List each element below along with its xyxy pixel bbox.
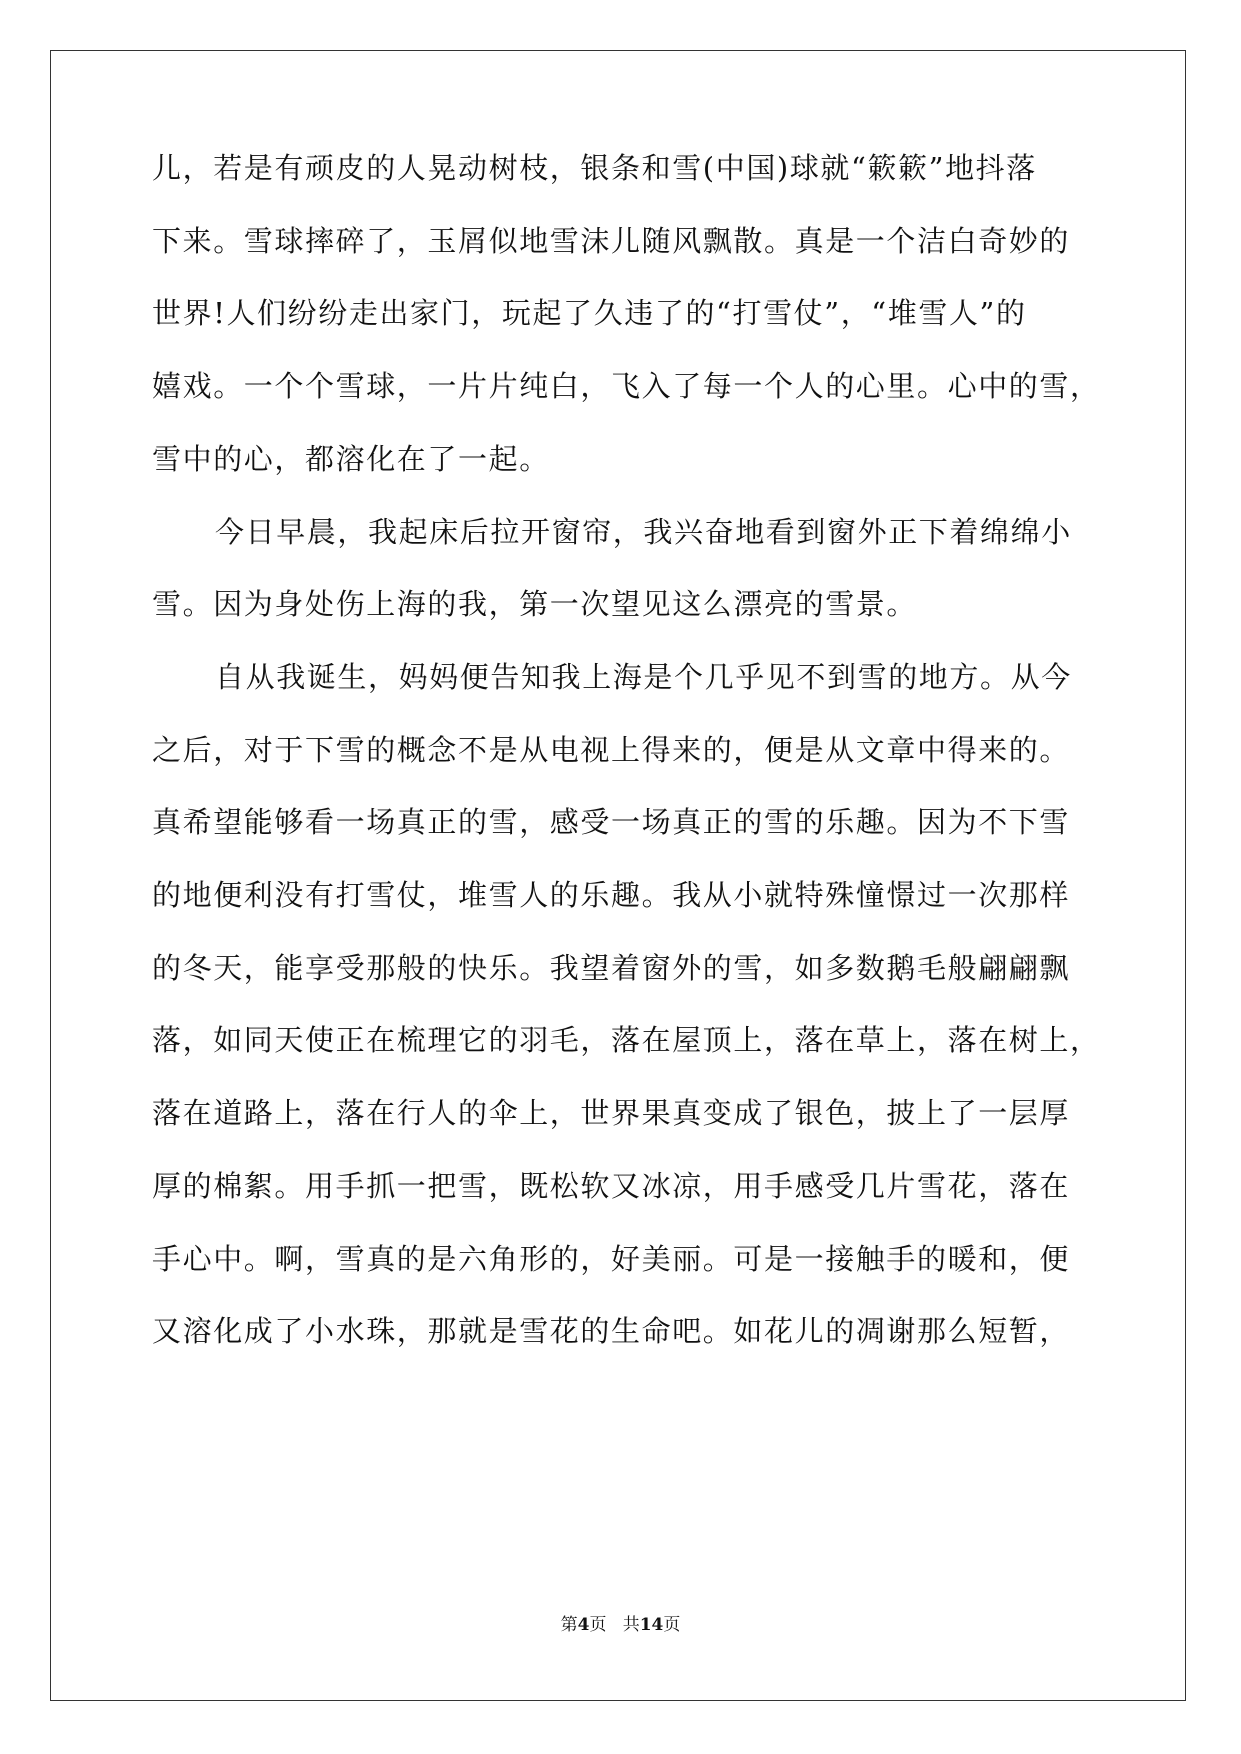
total-pages-number: 14 <box>639 1615 664 1635</box>
footer-prefix: 第 <box>560 1615 578 1635</box>
text-line: 又溶化成了小水珠，那就是雪花的生命吧。如花儿的凋谢那么短暂， <box>152 1314 1071 1349</box>
text-line: 世界!人们纷纷走出家门，玩起了久违了的“打雪仗”，“堆雪人”的 <box>152 296 1027 331</box>
footer-total-suffix: 页 <box>663 1615 681 1635</box>
text-line: 的冬天，能享受那般的快乐。我望着窗外的雪，如多数鹅毛般翩翩飘 <box>152 950 1071 985</box>
text-line: 落在道路上，落在行人的伞上，世界果真变成了银色，披上了一层厚 <box>152 1096 1071 1131</box>
footer-page-suffix: 页 <box>589 1615 607 1635</box>
text-line: 下来。雪球摔碎了，玉屑似地雪沫儿随风飘散。真是一个洁白奇妙的 <box>152 223 1071 258</box>
text-line: 自从我诞生，妈妈便告知我上海是个几乎见不到雪的地方。从今 <box>215 659 1072 694</box>
text-line: 真希望能够看一场真正的雪，感受一场真正的雪的乐趣。因为不下雪 <box>152 805 1071 840</box>
text-line: 厚的棉絮。用手抓一把雪，既松软又冰凉，用手感受几片雪花，落在 <box>152 1168 1071 1203</box>
footer-total-prefix: 共 <box>622 1615 640 1635</box>
text-line: 儿，若是有顽皮的人晃动树枝，银条和雪(中国)球就“簌簌”地抖落 <box>152 151 1037 185</box>
text-line: 之后，对于下雪的概念不是从电视上得来的，便是从文章中得来的。 <box>152 732 1071 767</box>
text-line: 雪中的心，都溶化在了一起。 <box>152 441 550 476</box>
page-footer <box>0 1614 1241 1636</box>
text-line: 的地便利没有打雪仗，堆雪人的乐趣。我从小就特殊憧憬过一次那样 <box>152 878 1071 912</box>
text-line: 落，如同天使正在梳理它的羽毛，落在屋顶上，落在草上，落在树上， <box>152 1023 1101 1058</box>
current-page-number: 4 <box>577 1615 590 1635</box>
text-line: 手心中。啊，雪真的是六角形的，好美丽。可是一接触手的暖和，便 <box>152 1241 1071 1276</box>
text-line: 嬉戏。一个个雪球，一片片纯白，飞入了每一个人的心里。心中的雪， <box>152 369 1101 404</box>
text-line: 雪。因为身处伤上海的我，第一次望见这么漂亮的雪景。 <box>152 587 918 622</box>
text-line: 今日早晨，我起床后拉开窗帘，我兴奋地看到窗外正下着绵绵小 <box>215 514 1072 549</box>
